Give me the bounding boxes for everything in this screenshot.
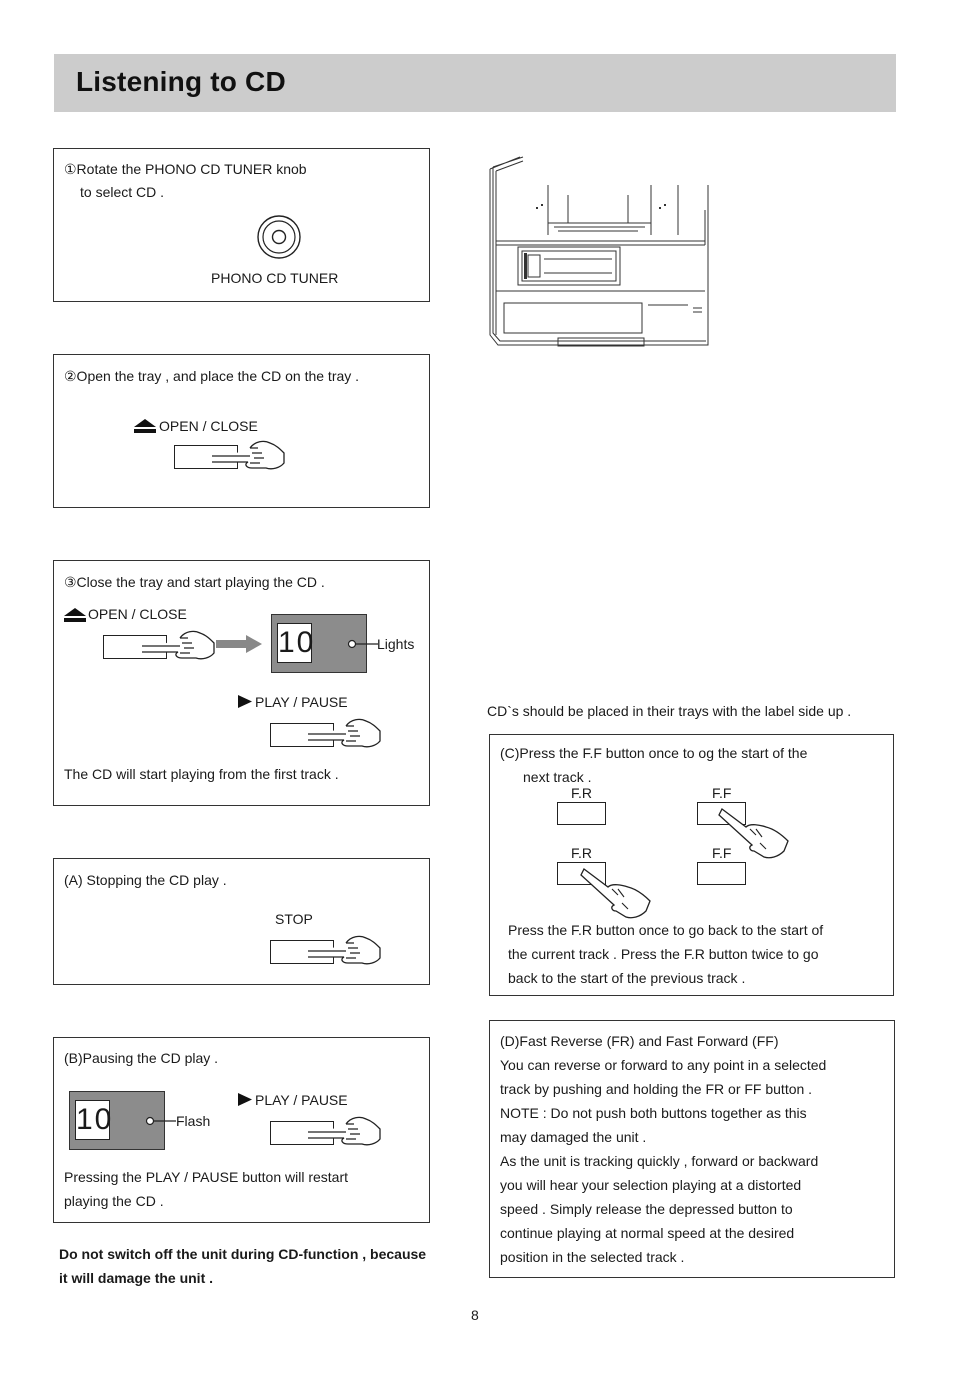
play-icon bbox=[238, 1093, 252, 1106]
stepC-line1: (C)Press the F.F button once to og the start of the bbox=[500, 745, 808, 761]
stepB-box bbox=[53, 1037, 430, 1223]
arrow-right-icon bbox=[216, 635, 262, 653]
header-bar bbox=[54, 54, 896, 112]
fr-label: F.R bbox=[571, 845, 592, 861]
cd-display bbox=[69, 1091, 165, 1150]
page-title: Listening to CD bbox=[76, 66, 286, 97]
stepC-desc-line: the current track . Press the F.R button twice to go bbox=[508, 946, 819, 962]
fr-button[interactable] bbox=[557, 802, 606, 825]
ff-label: F.F bbox=[712, 785, 732, 801]
stepD-line: (D)Fast Reverse (FR) and Fast Forward (FF) bbox=[500, 1033, 779, 1049]
stepD-line: continue playing at normal speed at the desired bbox=[500, 1225, 795, 1241]
stepC-desc-line: back to the start of the previous track . bbox=[508, 970, 746, 986]
step2-text: ②Open the tray , and place the CD on the tray . bbox=[64, 368, 360, 384]
stepC-desc-line: Press the F.R button once to go back to the start of bbox=[508, 922, 824, 938]
lights-label: Lights bbox=[377, 636, 415, 652]
stepA-text: (A) Stopping the CD play . bbox=[64, 872, 227, 888]
stepD-line: position in the selected track . bbox=[500, 1249, 685, 1265]
ff-button[interactable] bbox=[697, 862, 746, 885]
ff-label: F.F bbox=[712, 845, 732, 861]
stepD-line: As the unit is tracking quickly , forward or backward bbox=[500, 1153, 819, 1169]
stepC-box bbox=[489, 734, 894, 996]
step1-box bbox=[53, 148, 430, 302]
hand-pointer-icon bbox=[306, 713, 382, 751]
stop-label: STOP bbox=[275, 911, 313, 927]
step3-text: ③Close the tray and start playing the CD . bbox=[64, 574, 325, 590]
cd-display bbox=[271, 614, 367, 673]
open-close-label: OPEN / CLOSE bbox=[159, 418, 258, 434]
play-pause-label: PLAY / PAUSE bbox=[255, 1092, 348, 1108]
hand-pointer-icon bbox=[140, 625, 216, 663]
hand-pointer-icon bbox=[306, 1111, 382, 1149]
stepC-line2: next track . bbox=[523, 769, 592, 785]
stepD-line: may damaged the unit . bbox=[500, 1129, 647, 1145]
display-number: 10 bbox=[75, 1100, 110, 1140]
flash-label: Flash bbox=[176, 1113, 211, 1129]
stepD-line: NOTE : Do not push both buttons together as this bbox=[500, 1105, 807, 1121]
stepB-line1: Pressing the PLAY / PAUSE button will restart bbox=[64, 1169, 349, 1185]
cd-player-illustration bbox=[488, 155, 713, 350]
hand-pointer-icon bbox=[306, 930, 382, 968]
stepD-line: track by pushing and holding the FR or FF button . bbox=[500, 1081, 813, 1097]
page-number: 8 bbox=[471, 1307, 479, 1323]
cd-placement-note: CD`s should be placed in their trays with the label side up . bbox=[487, 703, 852, 719]
knob-icon bbox=[256, 214, 302, 260]
step1-line1: ①Rotate the PHONO CD TUNER knob bbox=[64, 161, 307, 177]
play-icon bbox=[238, 695, 252, 708]
stepD-line: You can reverse or forward to any point in a selected bbox=[500, 1057, 827, 1073]
stepD-line: speed . Simply release the depressed button to bbox=[500, 1201, 793, 1217]
step3-box bbox=[53, 560, 430, 806]
eject-icon bbox=[134, 419, 156, 433]
warning-line1: Do not switch off the unit during CD-function , because bbox=[59, 1246, 427, 1262]
stepB-text: (B)Pausing the CD play . bbox=[64, 1050, 219, 1066]
stepD-line: you will hear your selection playing at a distorted bbox=[500, 1177, 802, 1193]
hand-pointer-icon bbox=[582, 867, 654, 919]
knob-label: PHONO CD TUNER bbox=[211, 270, 339, 286]
stepA-box bbox=[53, 858, 430, 985]
step2-box bbox=[53, 354, 430, 508]
stepB-line2: playing the CD . bbox=[64, 1193, 164, 1209]
display-number: 10 bbox=[277, 623, 312, 663]
step3-footer: The CD will start playing from the first track . bbox=[64, 766, 339, 782]
step1-line2: to select CD . bbox=[80, 184, 165, 200]
hand-pointer-icon bbox=[210, 435, 286, 473]
open-close-label: OPEN / CLOSE bbox=[88, 606, 187, 622]
fr-label: F.R bbox=[571, 785, 592, 801]
play-pause-label: PLAY / PAUSE bbox=[255, 694, 348, 710]
stepD-box bbox=[489, 1020, 895, 1278]
eject-icon bbox=[64, 608, 86, 622]
warning-line2: it will damage the unit . bbox=[59, 1270, 214, 1286]
